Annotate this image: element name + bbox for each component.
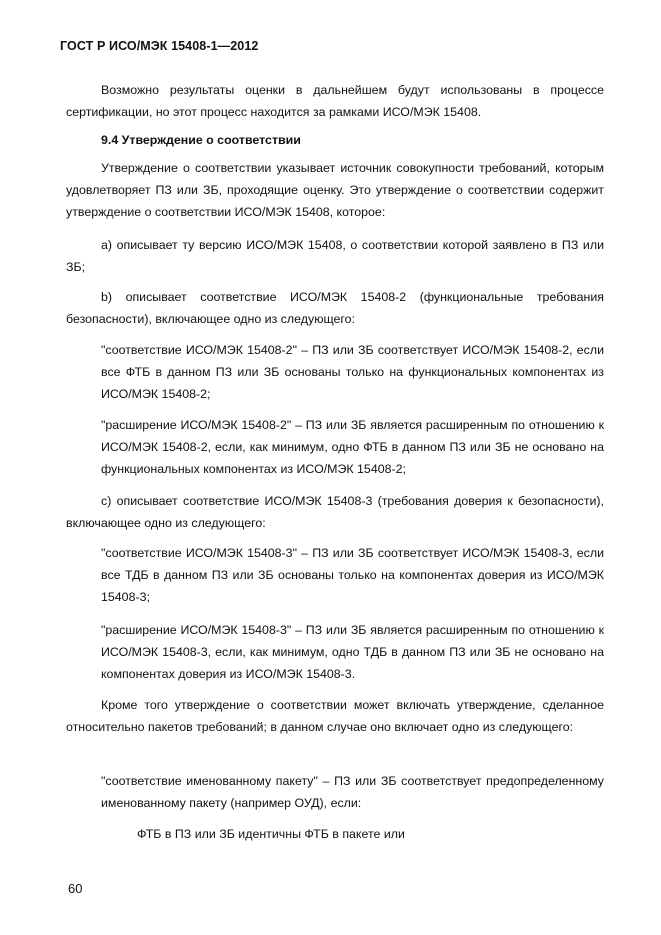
quote-conformance-part2: "соответствие ИСО/МЭК 15408-2" – ПЗ или ЗБ соответствует ИСО/МЭК 15408-2, если все ФТБ в данном ПЗ или ЗБ основаны только на функциональных компонентах из ИСО/МЭК 15408-2; <box>101 343 604 401</box>
paragraph-certification: Возможно результаты оценки в дальнейшем будут использованы в процессе сертификации, но этот процесс находится за рамками ИСО/МЭК 15408. <box>66 83 604 119</box>
paragraph-packages: Кроме того утверждение о соответствии может включать утверждение, сделанное относительно пакетов требований; в данном случае оно включает одно из следующего: <box>66 698 604 734</box>
list-item-c: с) описывает соответствие ИСО/МЭК 15408-3 (требования доверия к безопасности), включающее одно из следующего: <box>66 494 604 530</box>
list-item-a: а) описывает ту версию ИСО/МЭК 15408, о соответствии которой заявлено в ПЗ или ЗБ; <box>66 238 604 274</box>
page-number: 60 <box>68 881 83 896</box>
package-condition: ФТБ в ПЗ или ЗБ идентичны ФТБ в пакете или <box>137 827 405 841</box>
quote-conformance-part3: "соответствие ИСО/МЭК 15408-3" – ПЗ или ЗБ соответствует ИСО/МЭК 15408-3, если все ТДБ в данном ПЗ или ЗБ основаны только на компонентах доверия из ИСО/МЭК 15408-3; <box>101 546 604 604</box>
section-heading: 9.4 Утверждение о соответствии <box>101 133 301 147</box>
paragraph-conformance-claim: Утверждение о соответствии указывает источник совокупности требований, которым удовлетворяет ПЗ или ЗБ, проходящие оценку. Это утверждение о соответствии содержит утверждение о соответствии ИСО/МЭК 15408, которое: <box>66 161 604 219</box>
quote-extension-part3: "расширение ИСО/МЭК 15408-3" – ПЗ или ЗБ является расширенным по отношению к ИСО/МЭК 15408-3, если, как минимум, одно ТДБ в данном ПЗ или ЗБ не основано на компонентах доверия из ИСО/МЭК 15408-3. <box>101 623 604 681</box>
document-header: ГОСТ Р ИСО/МЭК 15408-1—2012 <box>60 39 259 53</box>
list-item-b: b) описывает соответствие ИСО/МЭК 15408-2 (функциональные требования безопасности), включающее одно из следующего: <box>66 290 604 326</box>
quote-named-package: "соответствие именованному пакету" – ПЗ или ЗБ соответствует предопределенному именованному пакету (например ОУД), если: <box>101 774 604 810</box>
quote-extension-part2: "расширение ИСО/МЭК 15408-2" – ПЗ или ЗБ является расширенным по отношению к ИСО/МЭК 15408-2, если, как минимум, одно ФТБ в данном ПЗ или ЗБ не основано на функциональных компонентах из ИСО/МЭК 15408-2; <box>101 418 604 476</box>
